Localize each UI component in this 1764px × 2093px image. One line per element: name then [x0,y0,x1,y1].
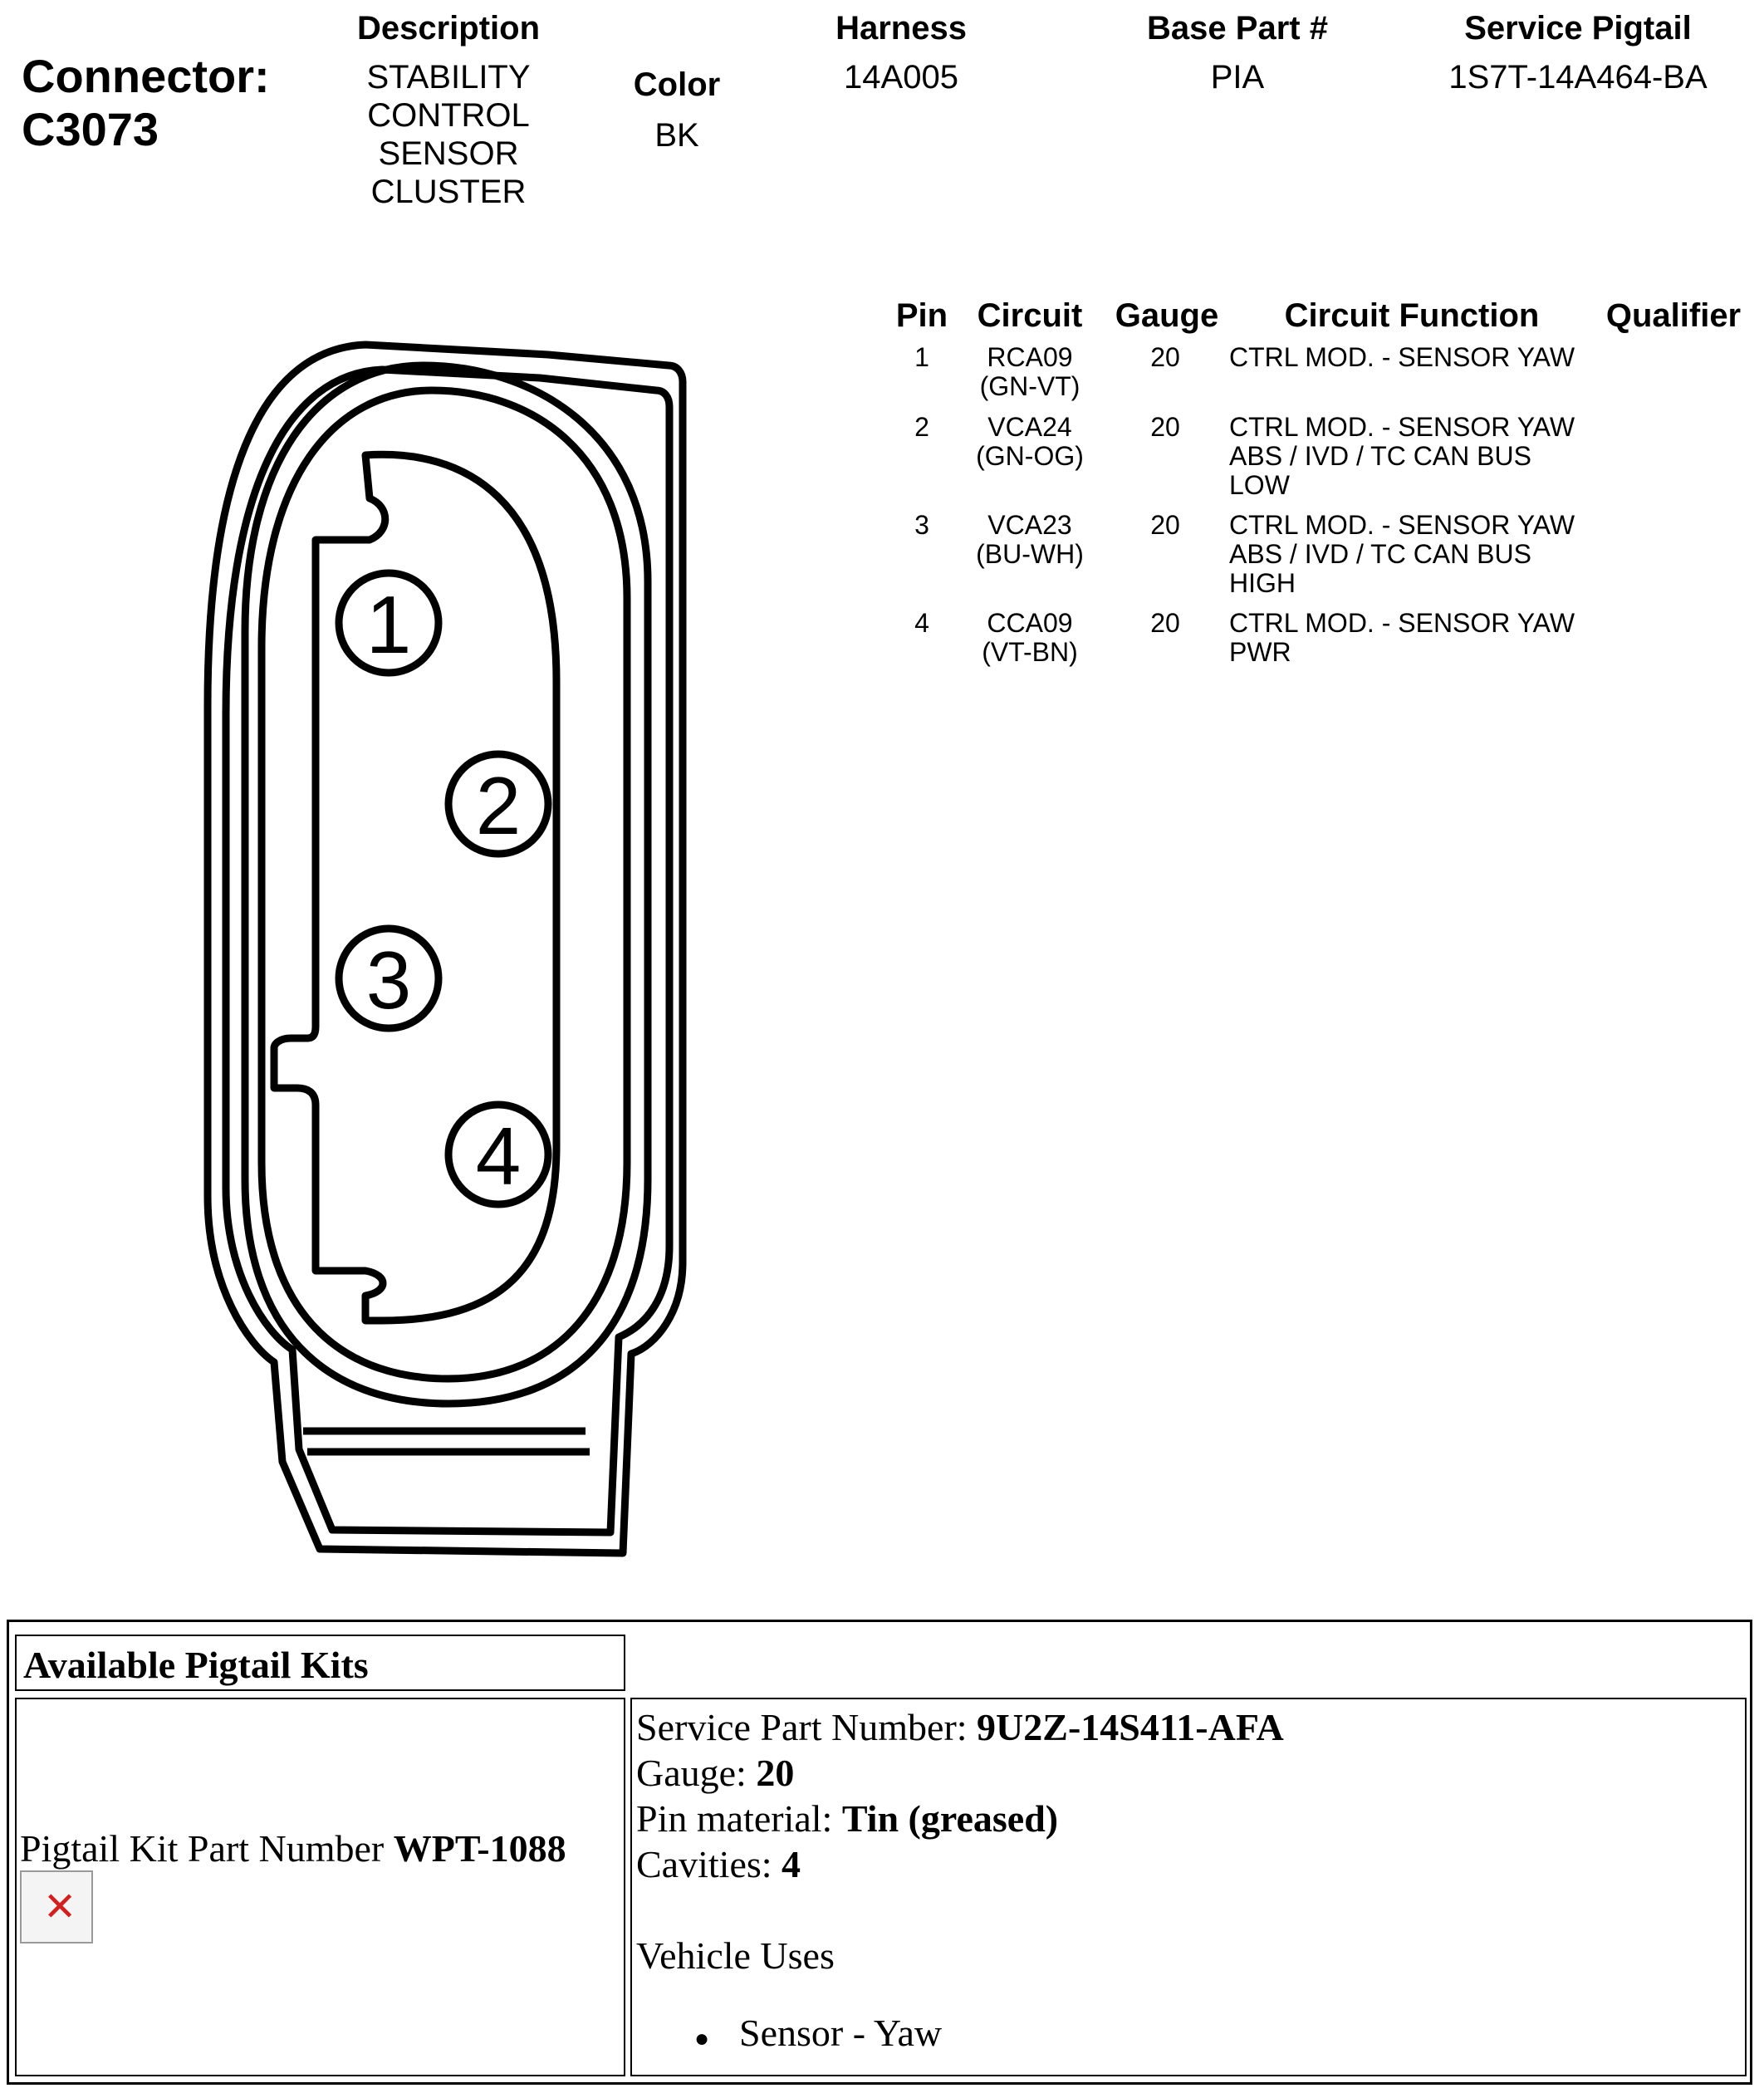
cavities-line [636,1841,801,1887]
pin-cell: 3 [914,510,929,540]
pin-material-value: Tin (greased) [841,1797,1059,1840]
service-part-line [636,1704,1284,1750]
qualifier-header: Qualifier [1605,297,1742,334]
gauge-cell: 20 [1150,510,1180,540]
broken-image-icon: ✕ [20,1870,93,1944]
pin-cell: 4 [914,608,929,638]
pin-1-label: 1 [365,579,412,670]
color-value: BK [654,117,699,154]
cavities-label: Cavities: [636,1843,782,1885]
function-cell: CTRL MOD. - SENSOR YAW [1229,342,1575,372]
base-part-label: Base Part # [1147,10,1328,47]
pigtail-kit-cell [15,1698,625,2076]
harness-value: 14A005 [844,59,958,96]
pigtail-kit-line [20,1826,566,1871]
pin-cell: 1 [914,342,929,372]
base-part-value: PIA [1210,59,1265,96]
service-pigtail-label: Service Pigtail [1464,10,1692,47]
circuit-cell: VCA23 (BU-WH) [976,510,1084,569]
gauge-value: 20 [756,1752,795,1794]
gauge-cell: 20 [1150,412,1180,442]
circuit-cell: CCA09 (VT-BN) [982,608,1078,667]
description-label: Description [356,10,541,47]
vehicle-uses-label: Vehicle Uses [636,1934,835,1977]
circuit-header: Circuit [977,297,1083,334]
service-part-label: Service Part Number: [636,1706,978,1748]
connector-title [22,50,270,156]
pigtail-kit-label: Pigtail Kit Part Number [20,1827,394,1870]
function-cell: CTRL MOD. - SENSOR YAW ABS / IVD / TC CAN BUS LOW [1229,412,1575,500]
gauge-label: Gauge: [636,1752,757,1794]
list-item: Sensor - Yaw [739,2012,943,2054]
connector-face-diagram [191,328,706,1566]
pin-3-label: 3 [365,934,412,1026]
service-pigtail-value: 1S7T-14A464-BA [1448,59,1708,96]
pin-material-line [636,1796,1058,1841]
pigtail-kit-number: WPT-1088 [393,1827,566,1870]
gauge-cell: 20 [1150,342,1180,372]
function-cell: CTRL MOD. - SENSOR YAW ABS / IVD / TC CAN BUS HIGH [1229,510,1575,598]
third-ring [245,365,648,1404]
circuit-cell: VCA24 (GN-OG) [976,412,1084,471]
gauge-cell: 20 [1150,608,1180,638]
gauge-line [636,1750,794,1796]
description-value: STABILITY CONTROL SENSOR CLUSTER [366,59,531,210]
pin-material-label: Pin material: [636,1797,842,1840]
gauge-header: Gauge [1115,297,1219,334]
cavities-value: 4 [782,1843,801,1885]
harness-label: Harness [835,10,967,47]
function-header: Circuit Function [1284,297,1540,334]
pin-header: Pin [895,297,948,334]
connector-label: Connector: [22,50,270,102]
service-part-value: 9U2Z-14S411-AFA [977,1706,1284,1748]
connector-id: C3073 [22,103,159,155]
bullet-icon: ● [694,2025,710,2052]
second-shell [226,370,669,1532]
pigtail-kits-title: Available Pigtail Kits [15,1635,625,1691]
pin-4-label: 4 [475,1110,522,1202]
pin-cell: 2 [914,412,929,442]
function-cell: CTRL MOD. - SENSOR YAW PWR [1229,608,1575,667]
circuit-cell: RCA09 (GN-VT) [979,342,1080,401]
color-label: Color [633,66,721,103]
pin-2-label: 2 [475,760,522,851]
